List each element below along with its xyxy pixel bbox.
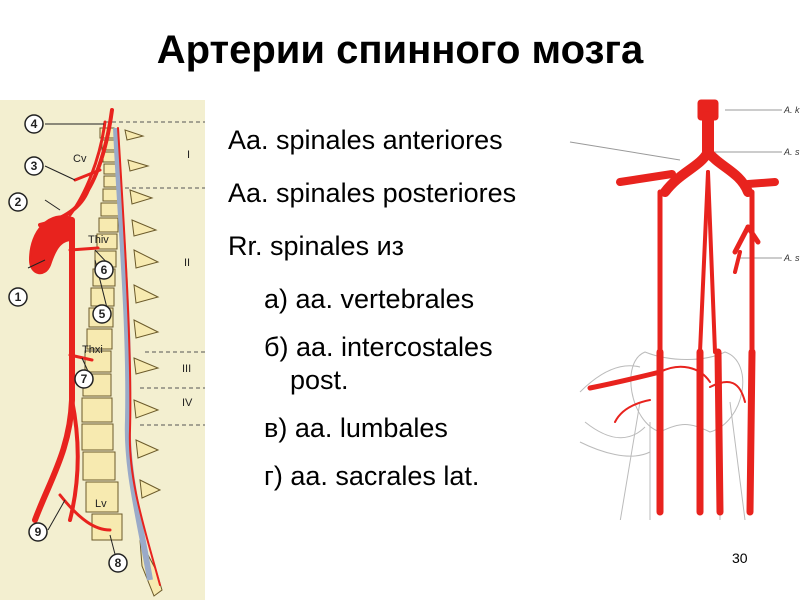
sub-item-intercostales bbox=[228, 331, 568, 397]
marker-label: 5 bbox=[98, 307, 106, 321]
region-label: IV bbox=[182, 397, 193, 409]
vertebra-label: Thiv bbox=[88, 234, 109, 246]
sub-item-lumbales: в) aa. lumbales bbox=[264, 413, 448, 443]
figure-label: A. s bbox=[784, 147, 800, 157]
artery-list bbox=[228, 124, 568, 508]
region-label: II bbox=[184, 257, 191, 269]
spinal-arteries-anterior-figure bbox=[560, 92, 800, 520]
figure-label: A. k bbox=[784, 105, 800, 115]
marker-label: 9 bbox=[34, 525, 42, 539]
marker-label: 3 bbox=[30, 159, 38, 173]
marker-label: 6 bbox=[100, 263, 108, 277]
slide-title: Артерии спинного мозга bbox=[156, 28, 644, 72]
marker-label: 8 bbox=[114, 556, 122, 570]
list-line-rami: Rr. spinales из bbox=[228, 231, 405, 261]
spine-sagittal-figure bbox=[0, 100, 205, 600]
vertebra-label: Lv bbox=[95, 498, 107, 510]
marker-label: 7 bbox=[80, 372, 88, 386]
list-line-posterior: Aa. spinales posteriores bbox=[228, 178, 517, 208]
vertebra-label: Cv bbox=[73, 153, 87, 165]
vertebra-label: Thxi bbox=[82, 344, 103, 356]
sub-item-intercostales-text: б) aa. intercostales bbox=[264, 332, 493, 362]
list-line-anterior: Aa. spinales anteriores bbox=[228, 125, 503, 155]
region-label: III bbox=[182, 363, 192, 375]
marker-label: 2 bbox=[14, 195, 22, 209]
figure-label: A. s bbox=[784, 253, 800, 263]
page-number: 30 bbox=[732, 550, 748, 566]
sub-item-sacrales: г) aa. sacrales lat. bbox=[264, 461, 480, 491]
spine-arteries-illustration bbox=[0, 100, 205, 600]
region-label: I bbox=[187, 149, 191, 161]
sub-item-intercostales-continuation: post. bbox=[290, 365, 349, 395]
marker-label: 1 bbox=[14, 290, 22, 304]
anterior-spinal-arteries-illustration bbox=[560, 92, 800, 520]
marker-label: 4 bbox=[30, 117, 38, 131]
sub-item-vertebrales: а) aa. vertebrales bbox=[264, 284, 475, 314]
